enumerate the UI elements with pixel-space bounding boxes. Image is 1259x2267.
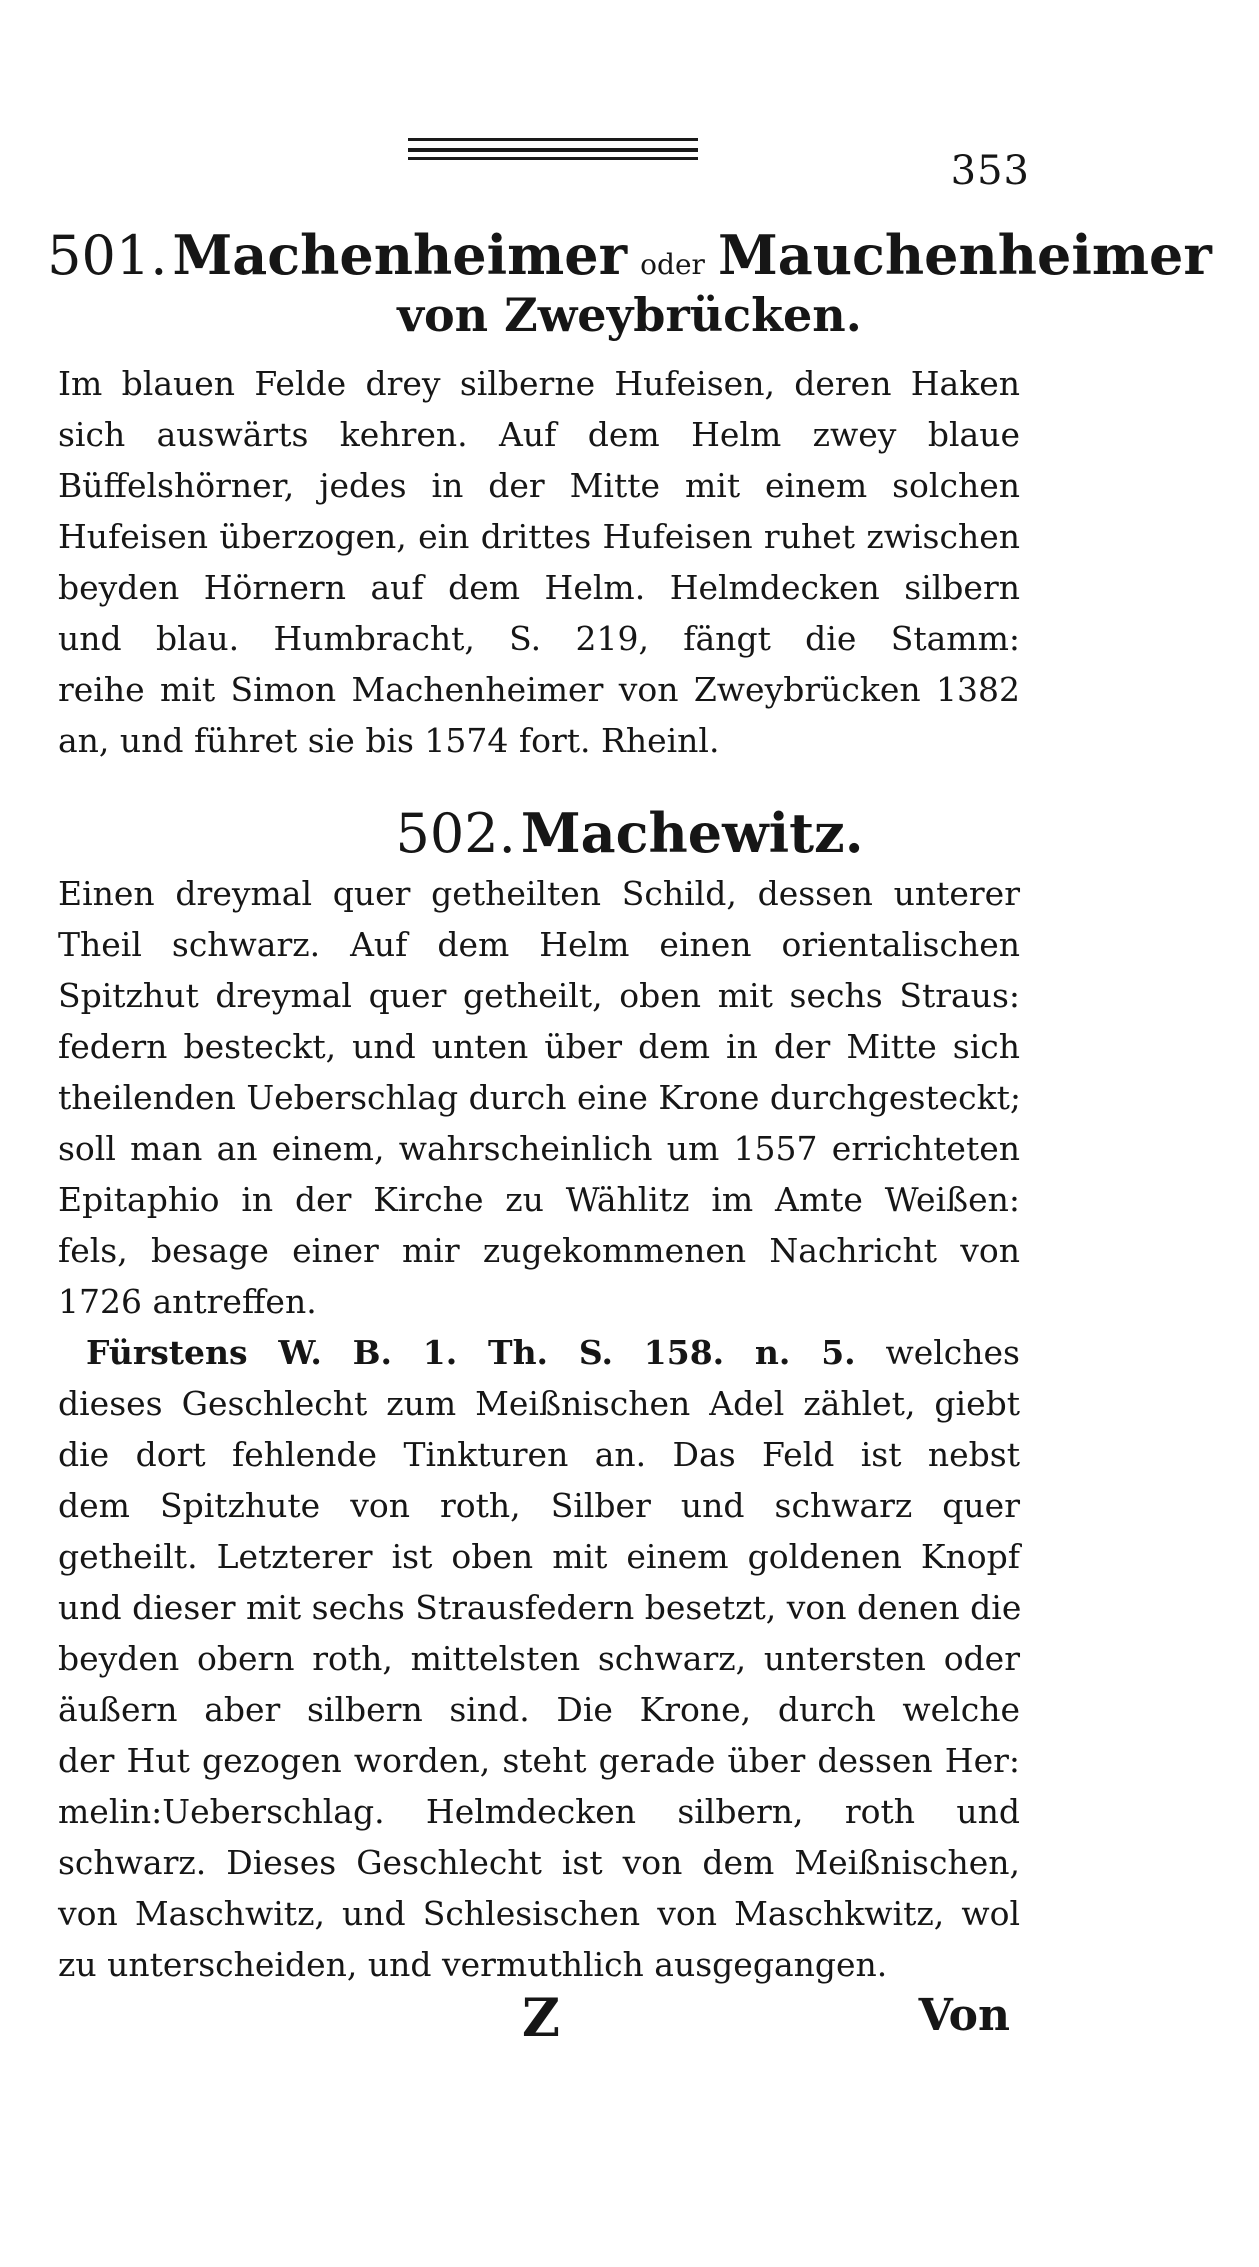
entry-502-name: Machewitz. [520,801,864,865]
text-line: schwarz. Dieses Geschlecht ist von dem Meißnischen, [58,1843,1020,1882]
text-line: getheilt. Letzterer ist oben mit einem goldenen Knopf [58,1537,1020,1576]
text-line: 1726 antreffen. [58,1282,317,1321]
entry-501-number: 501. [47,224,168,287]
text-line: beyden Hörnern auf dem Helm. Helmdecken silbern [58,568,1020,607]
text-line: zu unterscheiden, und vermuthlich ausgegangen. [58,1945,888,1984]
text-line: die dort fehlende Tinkturen an. Das Feld ist nebst [58,1435,1020,1474]
text-line: Büffelshörner, jedes in der Mitte mit einem solchen [58,466,1020,505]
entry-502-heading [0,801,1259,865]
text-line: melin:Ueberschlag. Helmdecken silbern, roth und [58,1792,1020,1831]
text-line: sich auswärts kehren. Auf dem Helm zwey blaue [58,415,1020,454]
text-line: der Hut gezogen worden, steht gerade über dessen Her: [58,1741,1020,1780]
text-line: und blau. Humbracht, S. 219, fängt die Stamm: [58,619,1020,658]
text-line: Hufeisen überzogen, ein drittes Hufeisen ruhet zwischen [58,517,1020,556]
entry-501-alt-name: Mauchenheimer [718,223,1212,287]
text-line: von Maschwitz, und Schlesischen von Maschkwitz, wol [58,1894,1020,1933]
text-line-lead [58,1327,1020,1378]
text-line: Epitaphio in der Kirche zu Wählitz im Amte Weißen: [58,1180,1020,1219]
text-line: dieses Geschlecht zum Meißnischen Adel zählet, giebt [58,1384,1020,1423]
header-rule-top [408,138,698,141]
text-line: beyden obern roth, mittelsten schwarz, untersten oder [58,1639,1020,1678]
entry-501-subtitle-line [0,288,1259,342]
page-number: 353 [950,148,1030,194]
entry-501-body [58,358,1020,766]
lead-continuation: welches [885,1333,1020,1372]
signature-mark: Z [522,1988,560,2049]
text-line: federn besteckt, und unten über dem in der Mitte sich [58,1027,1020,1066]
entry-502-number: 502. [395,802,516,865]
entry-502-body [58,868,1020,1327]
text-line: dem Spitzhute von roth, Silber und schwarz quer [58,1486,1020,1525]
text-line: Spitzhut dreymal quer getheilt, oben mit sechs Straus: [58,976,1020,1015]
entry-501-connector: oder [640,248,705,281]
entry-501-subtitle: von Zweybrücken. [397,288,862,342]
entry-501-heading [0,223,1259,287]
catchword: Von [918,1990,1010,2041]
header-rule-bottom [408,157,698,160]
text-line: fels, besage einer mir zugekommenen Nachricht von [58,1231,1020,1270]
source-reference: Fürstens W. B. 1. Th. S. 158. n. 5. [86,1333,856,1372]
text-line: Einen dreymal quer getheilten Schild, dessen unterer [58,874,1020,913]
entry-501-name: Machenheimer [172,223,628,287]
text-line: soll man an einem, wahrscheinlich um 1557 errichteten [58,1129,1020,1168]
entry-502-second-paragraph [58,1327,1020,1990]
text-line: theilenden Ueberschlag durch eine Krone durchgesteckt; [58,1078,1022,1117]
text-line: und dieser mit sechs Strausfedern besetzt, von denen die [58,1588,1022,1627]
text-line: Theil schwarz. Auf dem Helm einen orientalischen [58,925,1020,964]
text-line: Im blauen Felde drey silberne Hufeisen, deren Haken [58,364,1020,403]
text-line: reihe mit Simon Machenheimer von Zweybrücken 1382 [58,670,1020,709]
text-line: an, und führet sie bis 1574 fort. Rheinl. [58,721,720,760]
header-rule-middle [408,148,698,152]
text-line: äußern aber silbern sind. Die Krone, durch welche [58,1690,1020,1729]
